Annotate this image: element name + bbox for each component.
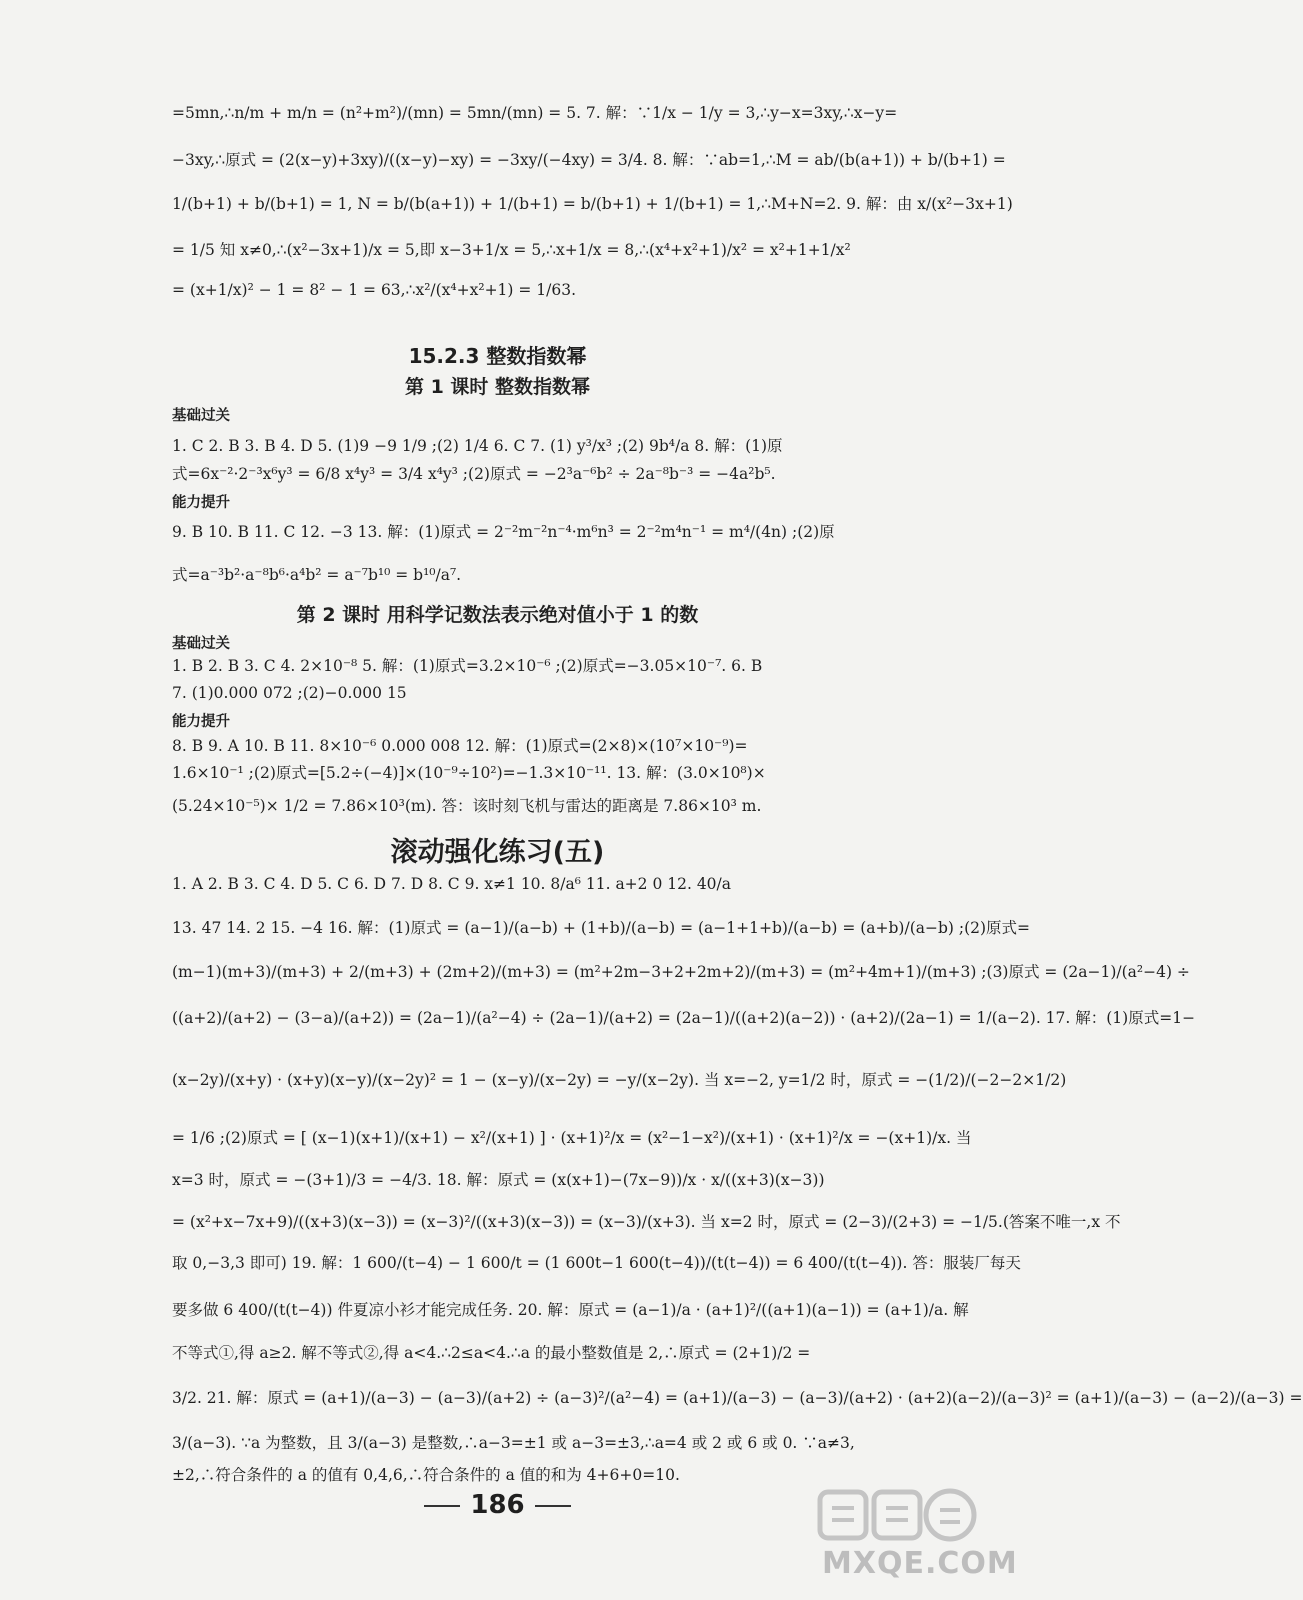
text-line: 13. 47 14. 2 15. −4 16. 解：(1)原式 = (a−1)/(a−b) + (1+b)/(a−b) = (a−1+1+b)/(a−b) = (a+b)/(a−b) ;(2)原式=	[172, 919, 1031, 937]
text-line: 要多做 6 400/(t(t−4)) 件夏凉小衫才能完成任务. 20. 解：原式 = (a−1)/a · (a+1)²/((a+1)(a−1)) = (a+1)/a. 解	[172, 1301, 969, 1319]
text-line: 8. B 9. A 10. B 11. 8×10⁻⁶ 0.000 008 12. 解：(1)原式=(2×8)×(10⁷×10⁻⁹)=	[172, 737, 748, 755]
lesson-title: 第 1 课时 整数指数幂	[404, 376, 591, 398]
dash-right	[535, 1505, 571, 1507]
text-line: = 1/5 知 x≠0,∴(x²−3x+1)/x = 5,即 x−3+1/x = 5,∴x+1/x = 8,∴(x⁴+x²+1)/x² = x²+1+1/x²	[172, 241, 851, 259]
text-line: 取 0,−3,3 即可) 19. 解：1 600/(t−4) − 1 600/t = (1 600t−1 600(t−4))/(t(t−4)) = 6 400/(t(t−4)). 答：服装厂每天	[172, 1254, 1021, 1272]
text-line: ±2,∴符合条件的 a 的值有 0,4,6,∴符合条件的 a 值的和为 4+6+0=10.	[172, 1466, 680, 1484]
text-line: 式=a⁻³b²·a⁻⁸b⁶·a⁴b² = a⁻⁷b¹⁰ = b¹⁰/a⁷.	[172, 566, 462, 584]
subheading-advanced: 能力提升	[172, 495, 230, 511]
text-line: ((a+2)/(a+2) − (3−a)/(a+2)) = (2a−1)/(a²−4) ÷ (2a−1)/(a+2) = (2a−1)/((a+2)(a−2)) · (a+2)/(2a−1) = 1/(a−2). 17. 解：(1)原式=1−	[172, 1009, 1196, 1027]
text-line: = (x+1/x)² − 1 = 8² − 1 = 63,∴x²/(x⁴+x²+1) = 1/63.	[172, 281, 577, 299]
text-line: 3/2. 21. 解：原式 = (a+1)/(a−3) − (a−3)/(a+2) ÷ (a−3)²/(a²−4) = (a+1)/(a−3) − (a−3)/(a+2) · (a+2)(a−2)/(a−3)² = (a+1)/(a−3) − (a−2)/(a−3) =	[172, 1389, 1303, 1407]
section-title: 15.2.3 整数指数幂	[408, 344, 587, 368]
practice-title: 滚动强化练习(五)	[390, 837, 605, 868]
text-line: 9. B 10. B 11. C 12. −3 13. 解：(1)原式 = 2⁻²m⁻²n⁻⁴·m⁶n³ = 2⁻²m⁴n⁻¹ = m⁴/(4n) ;(2)原	[172, 523, 835, 541]
subheading-basic: 基础过关	[172, 408, 230, 424]
text-line: = (x²+x−7x+9)/((x+3)(x−3)) = (x−3)²/((x+3)(x−3)) = (x−3)/(x+3). 当 x=2 时，原式 = (2−3)/(2+3) = −1/5.(答案不唯一,x 不	[172, 1213, 1121, 1231]
text-line: 1/(b+1) + b/(b+1) = 1, N = b/(b(a+1)) + 1/(b+1) = b/(b+1) + 1/(b+1) = 1,∴M+N=2. 9. 解：由 x/(x²−3x+1)	[172, 195, 1013, 213]
subheading-basic: 基础过关	[172, 636, 230, 652]
page-number: 186	[0, 1490, 995, 1520]
text-line: 1.6×10⁻¹ ;(2)原式=[5.2÷(−4)]×(10⁻⁹÷10²)=−1.3×10⁻¹¹. 13. 解：(3.0×10⁸)×	[172, 764, 766, 782]
text-line: 7. (1)0.000 072 ;(2)−0.000 15	[172, 684, 407, 702]
text-line: (x−2y)/(x+y) · (x+y)(x−y)/(x−2y)² = 1 − (x−y)/(x−2y) = −y/(x−2y). 当 x=−2, y=1/2 时，原式 = −(1/2)/(−2−2×1/2)	[172, 1071, 1067, 1089]
text-line: 1. B 2. B 3. C 4. 2×10⁻⁸ 5. 解：(1)原式=3.2×10⁻⁶ ;(2)原式=−3.05×10⁻⁷. 6. B	[172, 657, 763, 675]
text-line: (5.24×10⁻⁵)× 1/2 = 7.86×10³(m). 答：该时刻飞机与雷达的距离是 7.86×10³ m.	[172, 797, 762, 815]
watermark-icon	[812, 1480, 982, 1550]
text-line: = 1/6 ;(2)原式 = [ (x−1)(x+1)/(x+1) − x²/(x+1) ] · (x+1)²/x = (x²−1−x²)/(x+1) · (x+1)²/x = −(x+1)/x. 当	[172, 1129, 972, 1147]
text-line: x=3 时，原式 = −(3+1)/3 = −4/3. 18. 解：原式 = (x(x+1)−(7x−9))/x · x/((x+3)(x−3))	[172, 1171, 825, 1189]
text-line: 1. A 2. B 3. C 4. D 5. C 6. D 7. D 8. C 9. x≠1 10. 8/a⁶ 11. a+2 0 12. 40/a	[172, 875, 732, 893]
subheading-advanced: 能力提升	[172, 714, 230, 730]
text-line: 式=6x⁻²·2⁻³x⁶y³ = 6/8 x⁴y³ = 3/4 x⁴y³ ;(2)原式 = −2³a⁻⁶b² ÷ 2a⁻⁸b⁻³ = −4a²b⁵.	[172, 465, 776, 483]
text-line: 不等式①,得 a≥2. 解不等式②,得 a<4.∴2≤a<4.∴a 的最小整数值是 2,∴原式 = (2+1)/2 =	[172, 1344, 811, 1362]
text-line: 3/(a−3). ∵a 为整数，且 3/(a−3) 是整数,∴a−3=±1 或 a−3=±3,∴a=4 或 2 或 6 或 0. ∵a≠3,	[172, 1434, 855, 1452]
watermark-logo: MXQE.COM	[812, 1480, 982, 1590]
text-line: =5mn,∴n/m + m/n = (n²+m²)/(mn) = 5mn/(mn) = 5. 7. 解：∵1/x − 1/y = 3,∴y−x=3xy,∴x−y=	[172, 104, 898, 122]
text-line: −3xy,∴原式 = (2(x−y)+3xy)/((x−y)−xy) = −3xy/(−4xy) = 3/4. 8. 解：∵ab=1,∴M = ab/(b(a+1)) + b/(b+1) =	[172, 151, 1006, 169]
text-line: (m−1)(m+3)/(m+3) + 2/(m+3) + (2m+2)/(m+3) = (m²+2m−3+2+2m+2)/(m+3) = (m²+4m+1)/(m+3) ;(3)原式 = (2a−1)/(a²−4) ÷	[172, 963, 1190, 981]
lesson-title: 第 2 课时 用科学记数法表示绝对值小于 1 的数	[296, 604, 699, 626]
text-line: 1. C 2. B 3. B 4. D 5. (1)9 −9 1/9 ;(2) 1/4 6. C 7. (1) y³/x³ ;(2) 9b⁴/a 8. 解：(1)原	[172, 437, 783, 455]
dash-left	[424, 1505, 460, 1507]
